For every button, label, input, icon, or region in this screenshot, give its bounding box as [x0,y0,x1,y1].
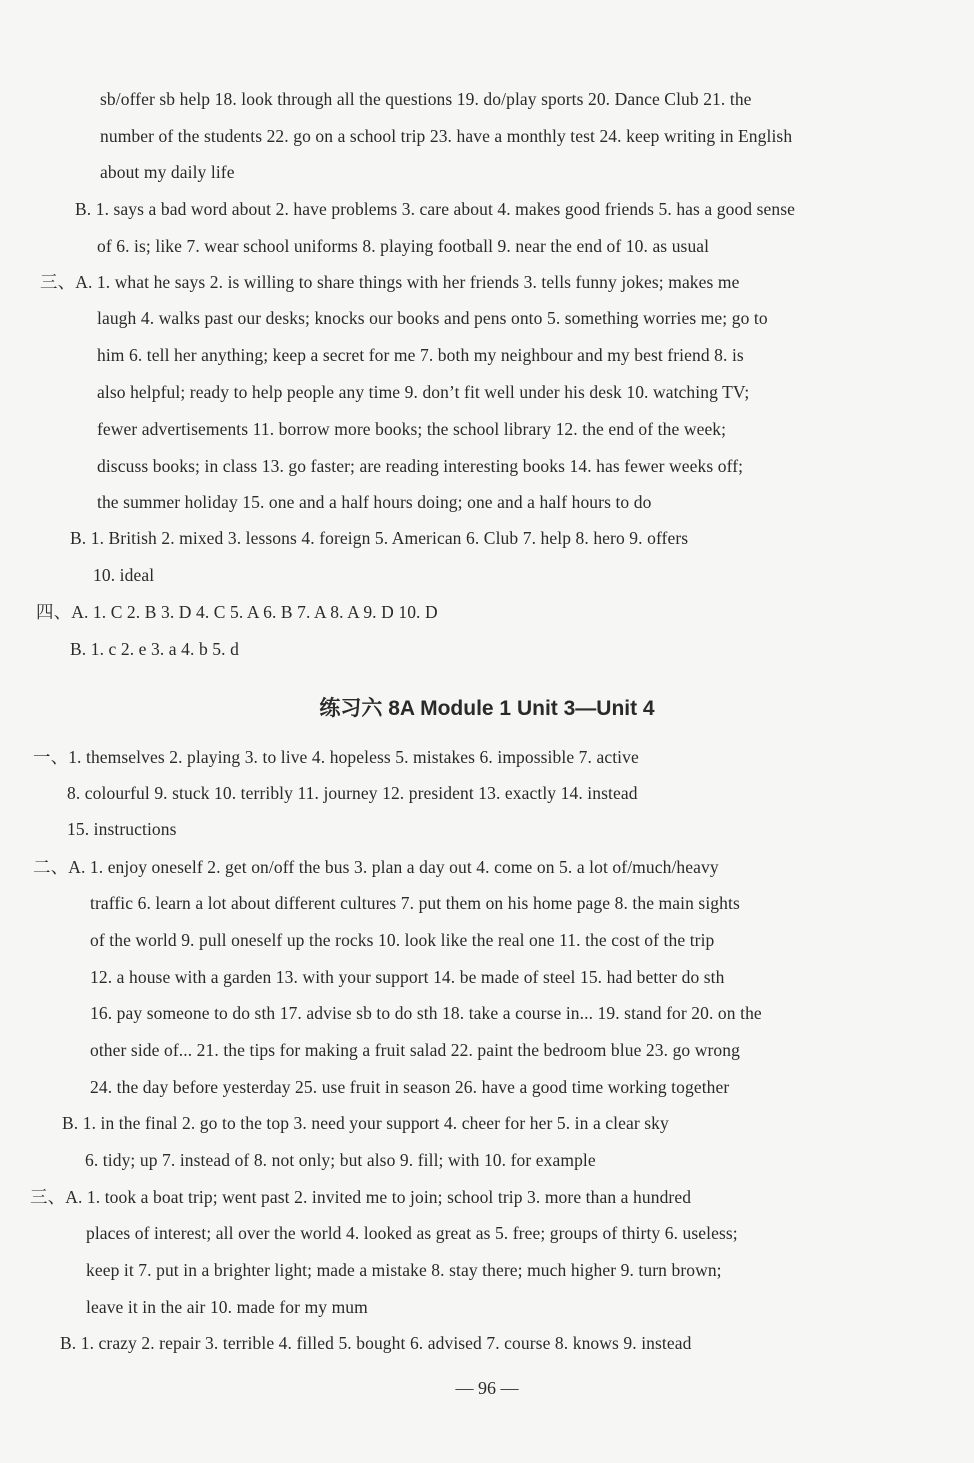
answer-line: 6. tidy; up 7. instead of 8. not only; but also 9. fill; with 10. for example [85,1150,596,1170]
answer-line: B. 1. crazy 2. repair 3. terrible 4. filled 5. bought 6. advised 7. course 8. knows 9. instead [60,1333,692,1353]
answer-line: him 6. tell her anything; keep a secret for me 7. both my neighbour and my best friend 8. is [97,345,744,365]
answer-line: discuss books; in class 13. go faster; are reading interesting books 14. has fewer weeks off; [97,456,744,476]
answer-line: number of the students 22. go on a school trip 23. have a monthly test 24. keep writing in English [100,126,793,146]
answer-line: 8. colourful 9. stuck 10. terribly 11. journey 12. president 13. exactly 14. instead [67,783,638,803]
answer-line: the summer holiday 15. one and a half hours doing; one and a half hours to do [97,492,652,512]
answer-line: keep it 7. put in a brighter light; made a mistake 8. stay there; much higher 9. turn brown; [86,1260,722,1280]
answer-line: 16. pay someone to do sth 17. advise sb to do sth 18. take a course in... 19. stand for 20. on the [90,1003,762,1023]
answer-line: fewer advertisements 11. borrow more books; the school library 12. the end of the week; [97,419,727,439]
answer-line: sb/offer sb help 18. look through all the questions 19. do/play sports 20. Dance Club 21. the [100,89,752,109]
answer-line: other side of... 21. the tips for making a fruit salad 22. paint the bedroom blue 23. go wrong [90,1040,740,1060]
answer-line: B. 1. c 2. e 3. a 4. b 5. d [70,639,239,659]
answer-line: 三、A. 1. what he says 2. is willing to share things with her friends 3. tells funny jokes; makes me [40,272,740,292]
answer-line: 24. the day before yesterday 25. use fruit in season 26. have a good time working together [90,1077,730,1097]
answer-line: of 6. is; like 7. wear school uniforms 8. playing football 9. near the end of 10. as usual [97,236,710,256]
answer-line: also helpful; ready to help people any time 9. don’t fit well under his desk 10. watching TV; [97,382,750,402]
answer-line: 三、A. 1. took a boat trip; went past 2. invited me to join; school trip 3. more than a hundred [30,1187,692,1207]
answer-line: leave it in the air 10. made for my mum [86,1297,368,1317]
answer-line: 15. instructions [67,819,177,839]
page-number: — 96 — [455,1378,519,1398]
answer-line: traffic 6. learn a lot about different cultures 7. put them on his home page 8. the main sights [90,893,740,913]
answer-line: of the world 9. pull oneself up the rocks 10. look like the real one 11. the cost of the trip [90,930,715,950]
answer-line: places of interest; all over the world 4. looked as great as 5. free; groups of thirty 6. useless; [86,1223,738,1243]
section-heading: 练习六 8A Module 1 Unit 3—Unit 4 [319,697,655,720]
answer-line: 12. a house with a garden 13. with your support 14. be made of steel 15. had better do sth [90,967,725,987]
answer-line: 10. ideal [93,565,155,585]
answer-line: 四、A. 1. C 2. B 3. D 4. C 5. A 6. B 7. A 8. A 9. D 10. D [36,602,438,622]
answer-line: 一、1. themselves 2. playing 3. to live 4. hopeless 5. mistakes 6. impossible 7. active [33,747,639,767]
answer-line: B. 1. British 2. mixed 3. lessons 4. foreign 5. American 6. Club 7. help 8. hero 9. offers [70,528,689,548]
answer-line: B. 1. says a bad word about 2. have problems 3. care about 4. makes good friends 5. has a good sense [75,199,796,219]
answer-line: B. 1. in the final 2. go to the top 3. need your support 4. cheer for her 5. in a clear sky [62,1113,669,1133]
answer-line: laugh 4. walks past our desks; knocks our books and pens onto 5. something worries me; go to [97,308,768,328]
answer-line: about my daily life [100,162,235,182]
answer-line: 二、A. 1. enjoy oneself 2. get on/off the bus 3. plan a day out 4. come on 5. a lot of/much/heavy [33,857,719,877]
